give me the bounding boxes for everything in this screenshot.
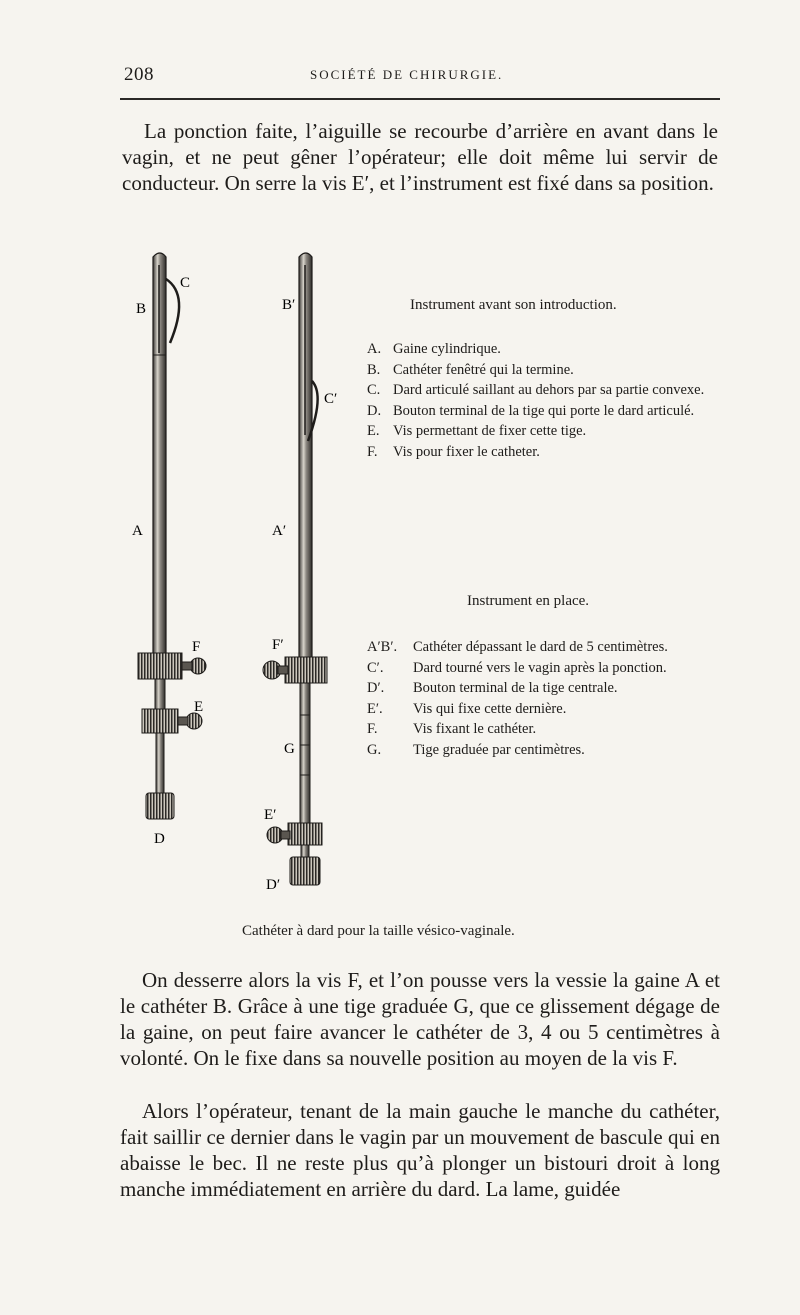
paragraph-body-1: On desserre alors la vis F, et l’on pousse vers la vessie la gaine A et le cathéter B. Grâce à une tige graduée G, que ce glissement dégage de la gaine, on peut faire avancer le cathéter de 3, 4 ou 5 centimètres à volonté. On le fixe dans sa nouvelle position au moyen de la vis F.: [120, 968, 720, 1070]
page-number: 208: [124, 64, 154, 85]
label-D-prime: D′: [266, 877, 281, 893]
legend-item: C′. Dard tourné vers le vagin après la ponction.: [367, 659, 667, 676]
label-A: A: [132, 523, 143, 539]
label-E-prime: E′: [264, 807, 277, 823]
legend-item: B. Cathéter fenêtré qui la termine.: [367, 361, 574, 378]
catheter-illustration: [120, 245, 350, 905]
label-G: G: [284, 741, 295, 757]
label-D: D: [154, 831, 165, 847]
legend-item: D. Bouton terminal de la tige qui porte le dard articulé.: [367, 402, 695, 419]
label-B-prime: B′: [282, 297, 296, 313]
legend-item: F. Vis pour fixer le catheter.: [367, 443, 540, 460]
label-B: B: [136, 301, 147, 317]
label-E: E: [194, 699, 204, 715]
legend-item: E. Vis permettant de fixer cette tige.: [367, 423, 587, 439]
legend-item: C. Dard articulé saillant au dehors par sa partie convexe.: [367, 382, 705, 398]
instrument-in-place: [263, 253, 337, 893]
legend-item: G. Tige graduée par centimètres.: [367, 741, 585, 758]
legend-item: E′. Vis qui fixe cette dernière.: [367, 700, 567, 717]
figure-caption: Cathéter à dard pour la taille vésico-vaginale.: [242, 923, 515, 939]
label-A-prime: A′: [272, 523, 287, 539]
label-F: F: [192, 639, 201, 655]
paragraph-intro: La ponction faite, l’aiguille se recourbe d’arrière en avant dans le vagin, et ne peut gêner l’opérateur; elle doit même lui servir de conducteur. On serre la vis E′, et l’instrument est fixé dans sa position.: [122, 119, 718, 195]
label-C-prime: C′: [324, 391, 338, 407]
figure-label-in-place: Instrument en place.: [467, 593, 590, 609]
legend-item: A. Gaine cylindrique.: [367, 341, 501, 357]
legend-in-place: [367, 637, 723, 760]
figure-label-before: Instrument avant son introduction.: [410, 297, 617, 313]
legend-item: F. Vis fixant le cathéter.: [367, 721, 537, 737]
legend-item: D′. Bouton terminal de la tige centrale.: [367, 680, 618, 696]
legend-item: A′B′. Cathéter dépassant le dard de 5 centimètres.: [367, 639, 668, 655]
header-rule: [120, 98, 720, 100]
label-C: C: [180, 275, 191, 291]
paragraph-body-2: Alors l’opérateur, tenant de la main gauche le manche du cathéter, fait saillir ce dernier dans le vagin par un mouvement de bascule qui en abaisse le bec. Il ne reste plus qu’à plonger un bistouri droit à long manche immédiatement en arrière du dard. La lame, guidée: [120, 1099, 720, 1201]
running-title: SOCIÉTÉ DE CHIRURGIE.: [310, 67, 504, 82]
instrument-before: [132, 253, 206, 847]
legend-before: [367, 339, 723, 462]
label-F-prime: F′: [272, 637, 284, 653]
